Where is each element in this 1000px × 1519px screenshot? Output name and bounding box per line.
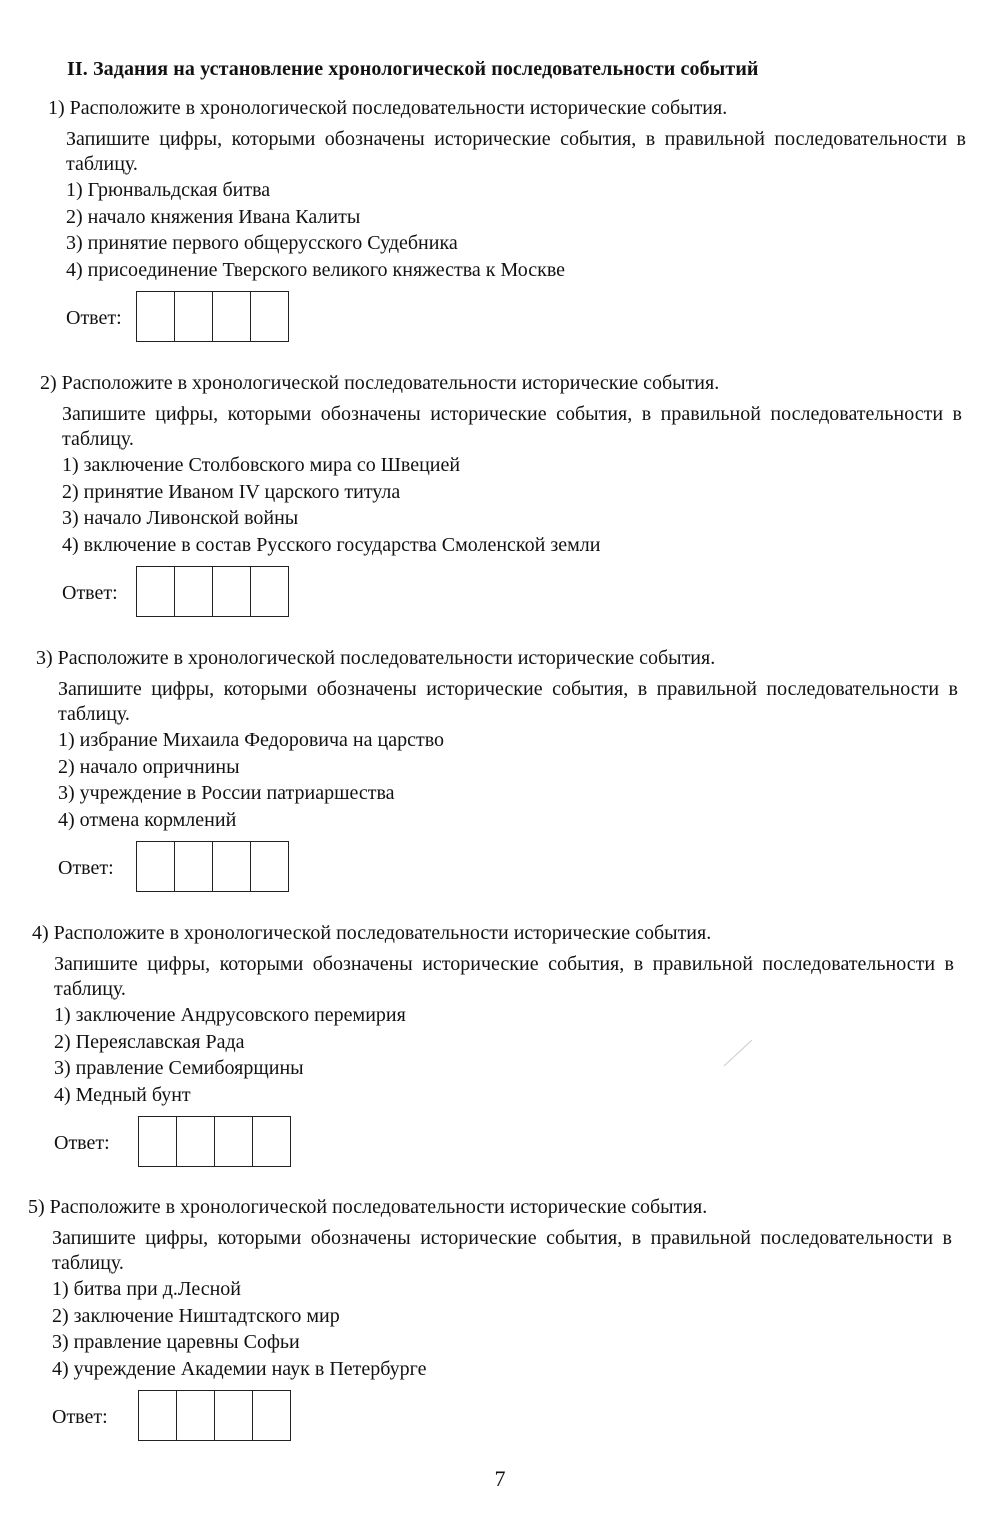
section-title: II. Задания на установление хронологической последовательности событий xyxy=(67,58,759,80)
task-heading: 4) Расположите в хронологической последовательности исторические события. xyxy=(32,922,712,944)
answer-cell[interactable] xyxy=(252,1117,290,1166)
task-instruction: Запишите цифры, которыми обозначены исторические события, в правильной последовательности в таблицу. xyxy=(54,953,954,1000)
task-heading: 2) Расположите в хронологической последовательности исторические события. xyxy=(40,372,720,394)
answer-cell[interactable] xyxy=(212,842,250,891)
answer-cell[interactable] xyxy=(212,292,250,341)
task-heading: 5) Расположите в хронологической последовательности исторические события. xyxy=(28,1196,708,1218)
answer-grid xyxy=(136,841,289,892)
answer-label: Ответ: xyxy=(58,857,114,879)
event-item: 4) учреждение Академии наук в Петербурге xyxy=(52,1357,427,1380)
answer-cell[interactable] xyxy=(250,292,288,341)
answer-cell[interactable] xyxy=(137,842,174,891)
event-item: 4) отмена кормлений xyxy=(58,808,237,831)
task-2 xyxy=(40,370,960,618)
answer-label: Ответ: xyxy=(62,582,118,604)
answer-label: Ответ: xyxy=(54,1132,110,1154)
pencil-mark-icon xyxy=(718,1038,758,1068)
answer-label: Ответ: xyxy=(52,1406,108,1428)
task-heading: 1) Расположите в хронологической последовательности исторические события. xyxy=(48,97,728,119)
answer-grid xyxy=(136,566,289,617)
event-item: 3) начало Ливонской войны xyxy=(62,507,299,529)
task-instruction: Запишите цифры, которыми обозначены исторические события, в правильной последовательности в таблицу. xyxy=(52,1227,952,1274)
event-item: 1) заключение Столбовского мира со Швецией xyxy=(62,454,461,476)
event-item: 2) начало опричнины xyxy=(58,755,240,778)
event-item: 3) учреждение в России патриаршества xyxy=(58,782,395,804)
event-item: 2) заключение Ништадтского мир xyxy=(52,1304,340,1327)
event-item: 4) Медный бунт xyxy=(54,1083,191,1106)
answer-row xyxy=(52,1390,948,1442)
task-instruction: Запишите цифры, которыми обозначены исторические события, в правильной последовательности в таблицу. xyxy=(58,678,958,725)
event-item: 1) заключение Андрусовского перемирия xyxy=(54,1004,406,1026)
answer-cell[interactable] xyxy=(176,1117,214,1166)
page-number: 7 xyxy=(494,1466,506,1491)
task-instruction: Запишите цифры, которыми обозначены исторические события, в правильной последовательности в таблицу. xyxy=(62,403,962,450)
answer-row xyxy=(54,1116,952,1168)
answer-cell[interactable] xyxy=(176,1391,214,1440)
task-4 xyxy=(32,920,952,1168)
event-item: 2) принятие Иваном IV царского титула xyxy=(62,480,401,503)
task-heading: 3) Расположите в хронологической последовательности исторические события. xyxy=(36,647,716,669)
answer-row xyxy=(66,291,968,343)
answer-cell[interactable] xyxy=(214,1117,252,1166)
event-item: 2) Переяславская Рада xyxy=(54,1030,245,1053)
event-item: 4) включение в состав Русского государства Смоленской земли xyxy=(62,533,601,556)
answer-cell[interactable] xyxy=(139,1117,176,1166)
answer-cell[interactable] xyxy=(252,1391,290,1440)
event-item: 4) присоединение Тверского великого княжества к Москве xyxy=(66,258,566,281)
answer-grid xyxy=(138,1116,291,1167)
event-item: 3) принятие первого общерусского Судебника xyxy=(66,232,458,254)
answer-cell[interactable] xyxy=(139,1391,176,1440)
task-3 xyxy=(36,645,956,893)
answer-cell[interactable] xyxy=(174,842,212,891)
task-1 xyxy=(48,95,968,343)
answer-cell[interactable] xyxy=(137,567,174,616)
answer-cell[interactable] xyxy=(250,842,288,891)
event-item: 1) битва при д.Лесной xyxy=(52,1278,242,1300)
answer-row xyxy=(62,566,960,618)
event-item: 3) правление царевны Софьи xyxy=(52,1331,300,1353)
answer-label: Ответ: xyxy=(66,307,122,329)
task-5 xyxy=(28,1194,952,1442)
answer-grid xyxy=(138,1390,291,1441)
event-item: 1) избрание Михаила Федоровича на царство xyxy=(58,729,445,751)
answer-cell[interactable] xyxy=(174,567,212,616)
answer-cell[interactable] xyxy=(137,292,174,341)
event-item: 3) правление Семибоярщины xyxy=(54,1057,304,1079)
answer-grid xyxy=(136,291,289,342)
answer-cell[interactable] xyxy=(174,292,212,341)
answer-cell[interactable] xyxy=(250,567,288,616)
event-item: 2) начало княжения Ивана Калиты xyxy=(66,205,361,228)
answer-cell[interactable] xyxy=(212,567,250,616)
task-instruction: Запишите цифры, которыми обозначены исторические события, в правильной последовательности в таблицу. xyxy=(66,128,966,175)
answer-row xyxy=(58,841,956,893)
event-item: 1) Грюнвальдская битва xyxy=(66,179,271,201)
answer-cell[interactable] xyxy=(214,1391,252,1440)
